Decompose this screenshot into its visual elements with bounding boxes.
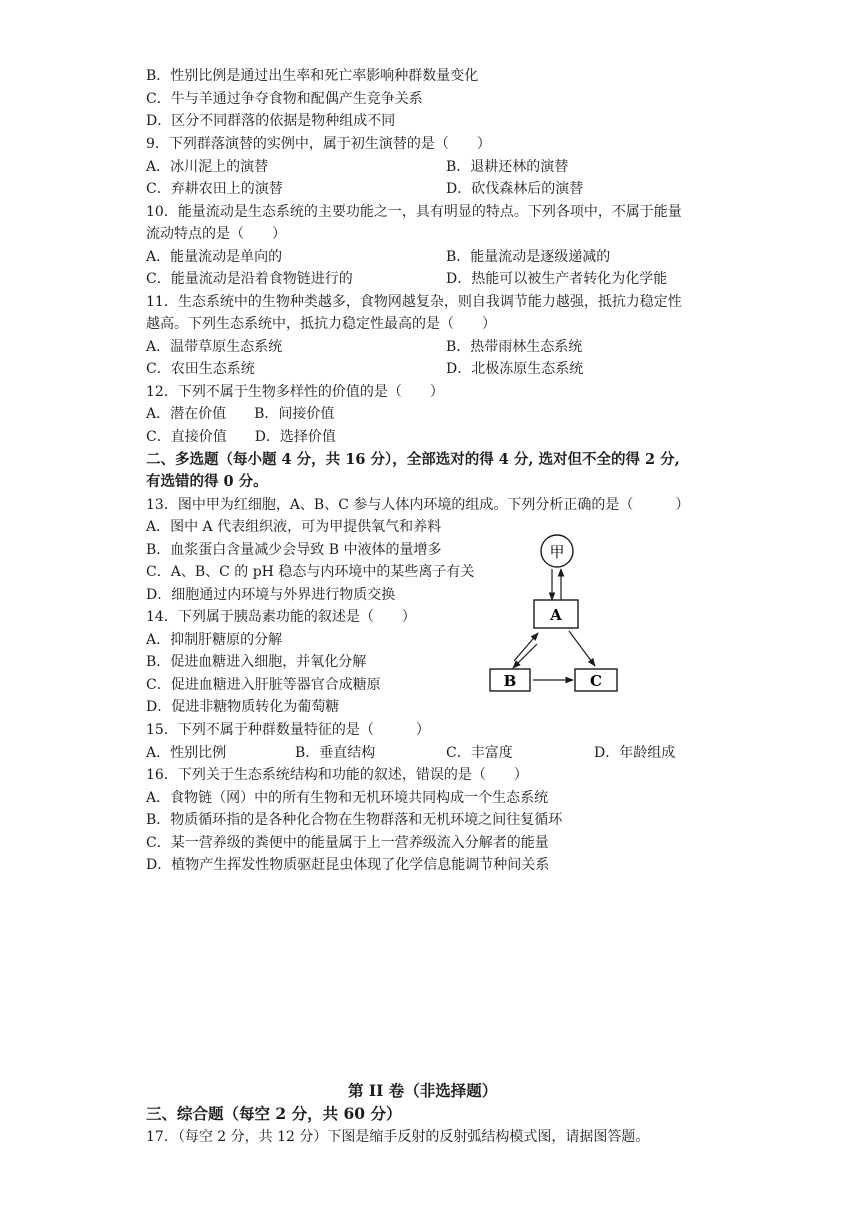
q12-options-cd: C．直接价值 D．选择价值 bbox=[146, 429, 336, 445]
q11-stem-line2: 越高。下列生态系统中，抵抗力稳定性最高的是（ ） bbox=[146, 316, 496, 332]
q15-stem: 15．下列不属于种群数量特征的是（ ） bbox=[146, 722, 430, 738]
q11-stem-line1: 11．生态系统中的生物种类越多，食物网越复杂，则自我调节能力越强，抵抗力稳定性 bbox=[146, 294, 682, 310]
q8-option-b: B．性别比例是通过出生率和死亡率影响种群数量变化 bbox=[146, 68, 479, 84]
q16-option-a: A．食物链（网）中的所有生物和无机环境共同构成一个生态系统 bbox=[146, 790, 549, 806]
q14-option-a: A．抑制肝糖原的分解 bbox=[146, 632, 283, 648]
q9-stem: 9．下列群落演替的实例中，属于初生演替的是（ ） bbox=[146, 136, 491, 152]
q17-stem: 17．（每空 2 分，共 12 分）下图是缩手反射的反射弧结构模式图，请据图答题。 bbox=[146, 1129, 650, 1145]
q8-option-d: D．区分不同群落的依据是物种组成不同 bbox=[146, 113, 396, 129]
q15-option-c: C．丰富度 bbox=[446, 745, 513, 761]
q10-option-d: D．热能可以被生产者转化为化学能 bbox=[446, 271, 668, 287]
q16-option-c: C．某一营养级的粪便中的能量属于上一营养级流入分解者的能量 bbox=[146, 835, 549, 851]
q11-option-d: D．北极冻原生态系统 bbox=[446, 361, 584, 377]
q10-option-b: B．能量流动是逐级递减的 bbox=[446, 249, 611, 265]
q11-option-c: C．农田生态系统 bbox=[146, 361, 255, 377]
arrow-a-to-c bbox=[569, 631, 595, 666]
q16-option-d: D．植物产生挥发性物质驱赶昆虫体现了化学信息能调节种间关系 bbox=[146, 857, 550, 873]
q14-stem: 14．下列属于胰岛素功能的叙述是（ ） bbox=[146, 609, 416, 625]
q11-option-b: B．热带雨林生态系统 bbox=[446, 339, 583, 355]
q12-stem: 12．下列不属于生物多样性的价值的是（ ） bbox=[146, 384, 444, 400]
section-3-heading: 三、综合题（每空 2 分，共 60 分） bbox=[146, 1104, 402, 1123]
q10-option-c: C．能量流动是沿着食物链进行的 bbox=[146, 271, 353, 287]
q9-option-b: B．退耕还林的演替 bbox=[446, 159, 569, 175]
q14-option-b: B．促进血糖进入细胞，并氧化分解 bbox=[146, 654, 367, 670]
q13-stem: 13．图中甲为红细胞，A、B、C 参与人体内环境的组成。下列分析正确的是（ ） bbox=[146, 497, 690, 513]
q12-options-ab: A．潜在价值 B．间接价值 bbox=[146, 406, 335, 422]
q13-option-d: D．细胞通过内环境与外界进行物质交换 bbox=[146, 587, 396, 603]
q10-stem-line1: 10．能量流动是生态系统的主要功能之一，具有明显的特点。下列各项中，不属于能量 bbox=[146, 204, 682, 220]
volume-2-title: 第 II 卷（非选择题） bbox=[348, 1081, 498, 1100]
body-fluid-diagram bbox=[485, 533, 625, 698]
q13-option-b: B．血浆蛋白含量减少会导致 B 中液体的量增多 bbox=[146, 542, 442, 558]
cell-label: 甲 bbox=[549, 543, 565, 561]
q14-option-d: D．促进非糖物质转化为葡萄糖 bbox=[146, 699, 340, 715]
q15-option-d: D．年龄组成 bbox=[594, 745, 676, 761]
q9-option-c: C．弃耕农田上的演替 bbox=[146, 181, 283, 197]
q14-option-c: C．促进血糖进入肝脏等器官合成糖原 bbox=[146, 677, 381, 693]
section-2-heading: 二、多选题（每小题 4 分，共 16 分），全部选对的得 4 分, 选对但不全的得 2 分, bbox=[146, 451, 680, 468]
q16-option-b: B．物质循环指的是各种化合物在生物群落和无机环境之间往复循环 bbox=[146, 812, 563, 828]
q9-option-d: D．砍伐森林后的演替 bbox=[446, 181, 584, 197]
box-c-label: C bbox=[590, 672, 602, 690]
section-2-heading-cont: 有选错的得 0 分。 bbox=[146, 473, 268, 490]
q10-stem-line2: 流动特点的是（ ） bbox=[146, 226, 286, 242]
q10-option-a: A．能量流动是单向的 bbox=[146, 249, 283, 265]
q13-option-c: C．A、B、C 的 pH 稳态与内环境中的某些离子有关 bbox=[146, 564, 475, 580]
q15-option-b: B．垂直结构 bbox=[295, 745, 376, 761]
q16-stem: 16．下列关于生态系统结构和功能的叙述，错误的是（ ） bbox=[146, 767, 528, 783]
q11-option-a: A．温带草原生态系统 bbox=[146, 339, 283, 355]
q15-option-a: A．性别比例 bbox=[146, 745, 227, 761]
q9-option-a: A．冰川泥上的演替 bbox=[146, 159, 269, 175]
box-b-label: B bbox=[503, 672, 517, 690]
q8-option-c: C．牛与羊通过争夺食物和配偶产生竞争关系 bbox=[146, 91, 423, 107]
box-a-label: A bbox=[550, 606, 562, 624]
q13-option-a: A．图中 A 代表组织液，可为甲提供氧气和养料 bbox=[146, 519, 442, 535]
